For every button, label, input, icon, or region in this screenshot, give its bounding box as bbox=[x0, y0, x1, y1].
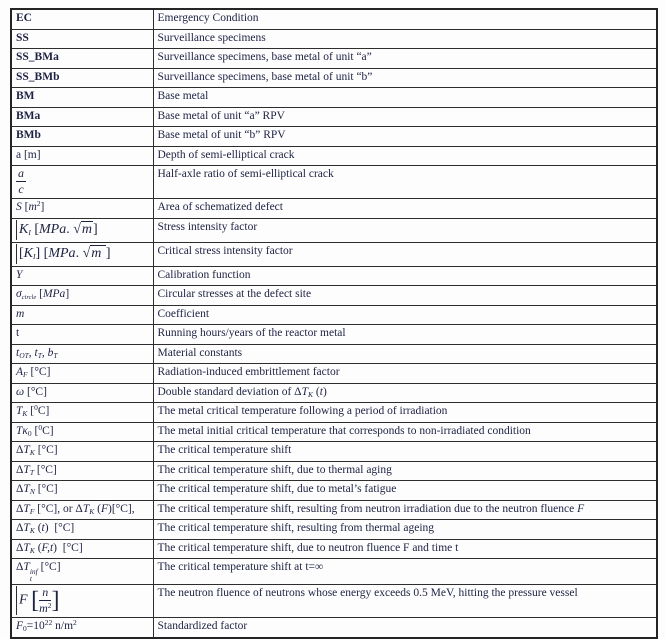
symbol-cell: m bbox=[11, 305, 153, 325]
definition-cell: The critical temperature shift, resulting from neutron irradiation due to the neutron fluence F bbox=[153, 500, 657, 520]
nomenclature-table bbox=[10, 8, 658, 639]
symbol-cell: $t_{OT}$, $t_T$, $b_T$ bbox=[11, 344, 153, 364]
table-row bbox=[11, 305, 657, 325]
table-row bbox=[11, 585, 657, 618]
table-row bbox=[11, 286, 657, 306]
definition-cell: The critical temperature shift at t=∞ bbox=[153, 559, 657, 585]
symbol-cell: EC bbox=[11, 9, 153, 29]
symbol-cell: BMa bbox=[11, 107, 153, 127]
symbol-cell: $T\kappa_0$ [$^0$C] bbox=[11, 422, 153, 442]
table-row bbox=[11, 461, 657, 481]
symbol-cell: ω [°C] bbox=[11, 383, 153, 403]
definition-cell: The metal critical temperature following a period of irradiation bbox=[153, 403, 657, 423]
symbol-cell: $\Delta T_N$ [°C] bbox=[11, 481, 153, 501]
definition-cell: Area of schematized defect bbox=[153, 199, 657, 219]
definition-cell: The critical temperature shift, due to metal’s fatigue bbox=[153, 481, 657, 501]
table-row bbox=[11, 618, 657, 638]
table-row bbox=[11, 364, 657, 384]
table-row bbox=[11, 49, 657, 69]
table-row bbox=[11, 481, 657, 501]
symbol-cell: $F_0=10^{22}$ $n/m^2$ bbox=[11, 618, 153, 638]
table-row bbox=[11, 539, 657, 559]
table-row bbox=[11, 9, 657, 29]
definition-cell: Calibration function bbox=[153, 266, 657, 286]
symbol-cell: $T_K$ [$^0$C] bbox=[11, 403, 153, 423]
definition-cell: Half-axle ratio of semi-elliptical crack bbox=[153, 166, 657, 199]
symbol-cell: SS_BMb bbox=[11, 68, 153, 88]
definition-cell: The metal initial critical temperature that corresponds to non-irradiated condition bbox=[153, 422, 657, 442]
definition-cell: Double standard deviation of $\Delta T_K$ (t) bbox=[153, 383, 657, 403]
symbol-cell: F [ $\frac{n}{m^2}$ ] bbox=[11, 585, 153, 618]
definition-cell: The critical temperature shift, resulting from thermal ageing bbox=[153, 520, 657, 540]
table-row bbox=[11, 500, 657, 520]
symbol-cell: SS_BMa bbox=[11, 49, 153, 69]
table-row bbox=[11, 520, 657, 540]
table-row bbox=[11, 344, 657, 364]
symbol-cell: $\Delta T_K$ (F,t) [°C] bbox=[11, 539, 153, 559]
symbol-cell: BM bbox=[11, 88, 153, 108]
table-row bbox=[11, 383, 657, 403]
table-row bbox=[11, 559, 657, 585]
table-row bbox=[11, 325, 657, 345]
table-row bbox=[11, 422, 657, 442]
symbol-cell: $\Delta T_F$ [°C], or $\Delta T_K$ (F)[°C], bbox=[11, 500, 153, 520]
symbol-cell: $\Delta T_K$ (t) [°C] bbox=[11, 520, 153, 540]
symbol-cell: t bbox=[11, 325, 153, 345]
definition-cell: Surveillance specimens, base metal of unit “b” bbox=[153, 68, 657, 88]
definition-cell: The critical temperature shift, due to thermal aging bbox=[153, 461, 657, 481]
symbol-cell: $A_F$ [°C] bbox=[11, 364, 153, 384]
table-row bbox=[11, 68, 657, 88]
table-row bbox=[11, 242, 657, 266]
definition-cell: Material constants bbox=[153, 344, 657, 364]
table-row bbox=[11, 107, 657, 127]
definition-cell: Running hours/years of the reactor metal bbox=[153, 325, 657, 345]
definition-cell: The critical temperature shift bbox=[153, 442, 657, 462]
definition-cell: Stress intensity factor bbox=[153, 218, 657, 242]
definition-cell: Base metal of unit “a” RPV bbox=[153, 107, 657, 127]
definition-cell: Depth of semi-elliptical crack bbox=[153, 146, 657, 166]
symbol-cell: a [m] bbox=[11, 146, 153, 166]
definition-cell: Base metal of unit “b” RPV bbox=[153, 127, 657, 147]
symbol-cell: $[K_I]$ [MPa. √m ] bbox=[11, 242, 153, 266]
symbol-cell: $\sigma_{circle}$ [MPa] bbox=[11, 286, 153, 306]
symbol-cell: $\frac{a}{c}$ bbox=[11, 166, 153, 199]
definition-cell: Standardized factor bbox=[153, 618, 657, 638]
table-row bbox=[11, 146, 657, 166]
symbol-cell: $\Delta T_K$ [°C] bbox=[11, 442, 153, 462]
table-row bbox=[11, 127, 657, 147]
definition-cell: Critical stress intensity factor bbox=[153, 242, 657, 266]
symbol-cell: SS bbox=[11, 29, 153, 49]
definition-cell: Circular stresses at the defect site bbox=[153, 286, 657, 306]
nomenclature-table-body bbox=[11, 9, 657, 638]
definition-cell: Base metal bbox=[153, 88, 657, 108]
definition-cell: The critical temperature shift, due to neutron fluence F and time t bbox=[153, 539, 657, 559]
table-row bbox=[11, 29, 657, 49]
symbol-cell: $\Delta T_T$ [°C] bbox=[11, 461, 153, 481]
table-row bbox=[11, 403, 657, 423]
definition-cell: Surveillance specimens bbox=[153, 29, 657, 49]
definition-cell: Emergency Condition bbox=[153, 9, 657, 29]
symbol-cell: $K_I$ [MPa. √m] bbox=[11, 218, 153, 242]
symbol-cell: Y bbox=[11, 266, 153, 286]
symbol-cell: ΔT inf t [°C] bbox=[11, 559, 153, 585]
table-row bbox=[11, 442, 657, 462]
table-row bbox=[11, 88, 657, 108]
table-row bbox=[11, 266, 657, 286]
table-row bbox=[11, 166, 657, 199]
definition-cell: The neutron fluence of neutrons whose energy exceeds 0.5 MeV, hitting the pressure vessel bbox=[153, 585, 657, 618]
definition-cell: Radiation-induced embrittlement factor bbox=[153, 364, 657, 384]
definition-cell: Surveillance specimens, base metal of unit “a” bbox=[153, 49, 657, 69]
definition-cell: Coefficient bbox=[153, 305, 657, 325]
symbol-cell: S $[m^2]$ bbox=[11, 199, 153, 219]
table-row bbox=[11, 199, 657, 219]
table-row bbox=[11, 218, 657, 242]
symbol-cell: BMb bbox=[11, 127, 153, 147]
